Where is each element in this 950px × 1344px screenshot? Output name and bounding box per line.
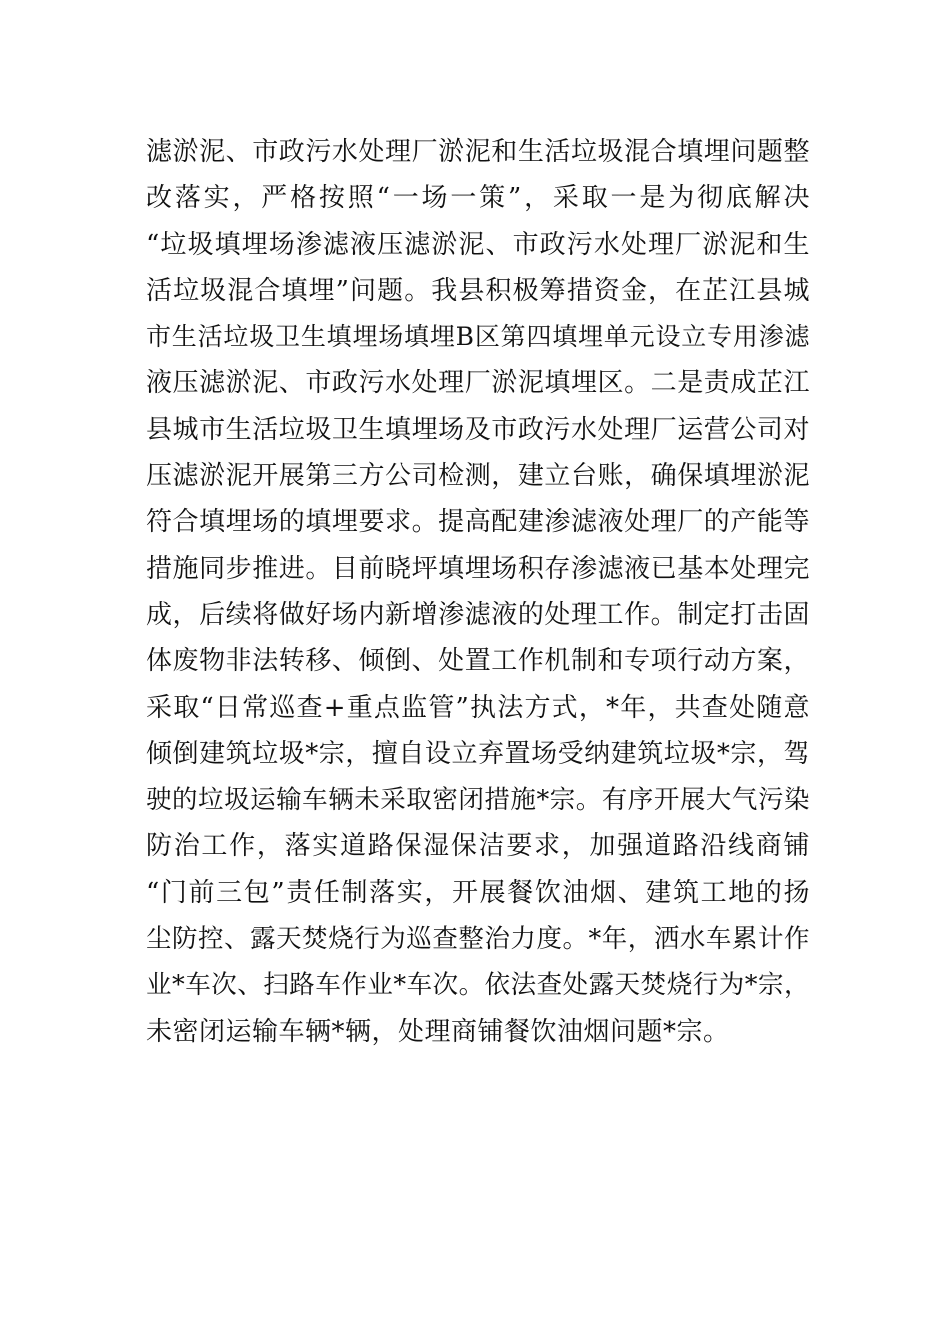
paragraph-line: “门前三包”责任制落实，开展餐饮油烟、建筑工地的扬 bbox=[146, 877, 810, 908]
paragraph-line-last: 未密闭运输车辆*辆，处理商铺餐饮油烟问题*宗。 bbox=[146, 1016, 730, 1047]
paragraph-line: “垃圾填埋场渗滤液压滤淤泥、市政污水处理厂淤泥和生 bbox=[146, 229, 810, 260]
paragraph-line: 尘防控、露天焚烧行为巡查整治力度。*年，洒水车累计作 bbox=[146, 924, 810, 955]
paragraph-line: 活垃圾混合填埋”问题。我县积极筹措资金，在芷江县城 bbox=[146, 275, 810, 306]
body-paragraph bbox=[146, 129, 810, 1055]
paragraph-line: 倾倒建筑垃圾*宗，擅自设立弃置场受纳建筑垃圾*宗，驾 bbox=[146, 738, 810, 769]
paragraph-line: 滤淤泥、市政污水处理厂淤泥和生活垃圾混合填埋问题整 bbox=[146, 137, 810, 167]
paragraph-line: 改落实，严格按照“一场一策”，采取一是为彻底解决 bbox=[146, 183, 810, 214]
paragraph-line: 体废物非法转移、倾倒、处置工作机制和专项行动方案， bbox=[146, 646, 810, 677]
paragraph-line: 防治工作，落实道路保湿保洁要求，加强道路沿线商铺 bbox=[146, 831, 810, 862]
paragraph-line: 驶的垃圾运输车辆未采取密闭措施*宗。有序开展大气污染 bbox=[146, 785, 810, 816]
paragraph-line: 符合填埋场的填埋要求。提高配建渗滤液处理厂的产能等 bbox=[146, 507, 810, 538]
paragraph-line: 业*车次、扫路车作业*车次。依法查处露天焚烧行为*宗， bbox=[146, 970, 810, 1001]
paragraph-line: 县城市生活垃圾卫生填埋场及市政污水处理厂运营公司对 bbox=[146, 414, 810, 445]
paragraph-line: 压滤淤泥开展第三方公司检测，建立台账，确保填埋淤泥 bbox=[146, 461, 810, 492]
paragraph-line: 成，后续将做好场内新增渗滤液的处理工作。制定打击固 bbox=[146, 599, 810, 630]
paragraph-line: 液压滤淤泥、市政污水处理厂淤泥填埋区。二是责成芷江 bbox=[146, 368, 810, 399]
paragraph-line: 采取“日常巡查+重点监管”执法方式，*年，共查处随意 bbox=[146, 692, 810, 723]
paragraph-line: 市生活垃圾卫生填埋场填埋B区第四填埋单元设立专用渗滤 bbox=[146, 322, 810, 352]
paragraph-line: 措施同步推进。目前晓坪填埋场积存渗滤液已基本处理完 bbox=[146, 553, 810, 584]
